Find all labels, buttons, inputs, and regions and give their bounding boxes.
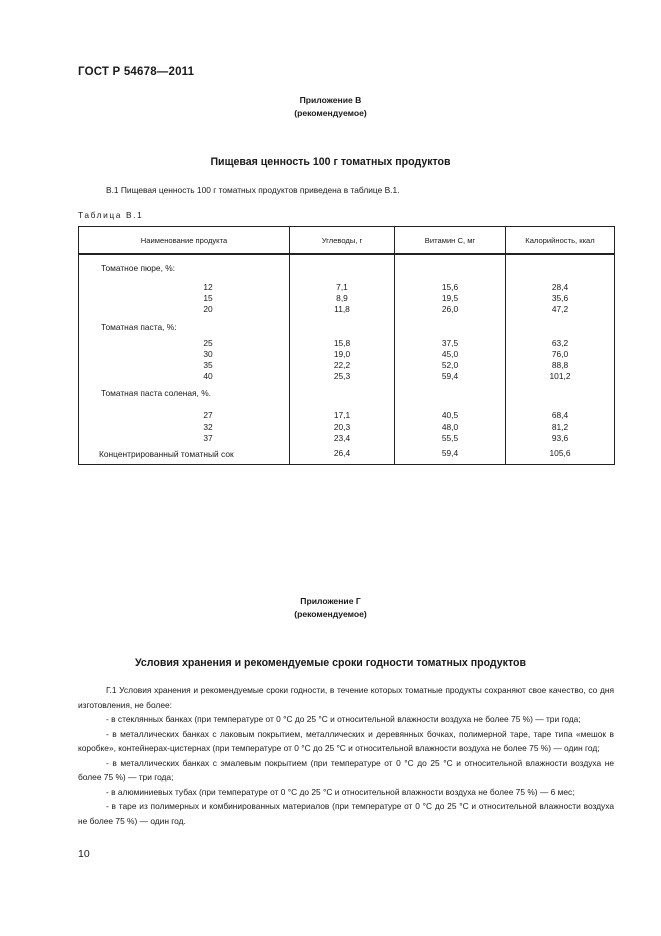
table-row [79,338,615,349]
table-row [79,422,615,433]
col-header-calories: Калорийность, ккал [506,227,615,255]
cell-percent: 25 [79,338,290,349]
cell-percent: 40 [79,371,290,382]
list-item: - в металлических банках с лаковым покрытием, металлических и деревянных бочках, полимерной таре, таре типа «мешок в коробке», контейнерах-цистернах (при температуре от 0 °С до 25 °С и относительной влажности воздуха не более 75 %) — один год; [78,728,614,753]
document-code: ГОСТ Р 54678—2011 [78,66,195,78]
cell-vitamin-c: 45,0 [395,349,506,360]
appendix-b-intro: В.1 Пищевая ценность 100 г томатных продуктов приведена в таблице В.1. [106,185,400,195]
table-row [79,304,615,315]
cell-carbs: 20,3 [290,422,395,433]
cell-carbs: 7,1 [290,282,395,293]
cell-carbs: 8,9 [290,293,395,304]
cell-calories: 35,6 [506,293,615,304]
cell-percent: 32 [79,422,290,433]
cell-calories: 63,2 [506,338,615,349]
cell-percent: 20 [79,304,290,315]
appendix-g-heading: Условия хранения и рекомендуемые сроки годности томатных продуктов [134,657,527,669]
col-header-product: Наименование продукта [79,227,290,255]
table-row [79,349,615,360]
table-row [79,433,615,444]
cell-percent: 37 [79,433,290,444]
cell-percent: 12 [79,282,290,293]
table-label: Таблица В.1 [78,210,144,220]
cell-vitamin-c: 48,0 [395,422,506,433]
table-row [79,282,615,293]
cell-carbs: 23,4 [290,433,395,444]
group-row [79,254,615,276]
cell-vitamin-c: 37,5 [395,338,506,349]
group-name: Томатное пюре, %: [79,254,290,276]
cell-calories: 81,2 [506,422,615,433]
cell-vitamin-c: 59,4 [395,371,506,382]
cell-vitamin-c: 26,0 [395,304,506,315]
cell-juice-name: Концентрированный томатный сок [79,444,290,465]
cell-calories: 93,6 [506,433,615,444]
nutrition-table [78,226,615,465]
cell-carbs: 17,1 [290,410,395,421]
group-row [79,316,615,338]
appendix-b-title: Приложение В [299,95,362,105]
page-number: 10 [78,848,90,860]
cell-carbs: 15,8 [290,338,395,349]
cell-calories: 105,6 [506,444,615,465]
cell-vitamin-c: 40,5 [395,410,506,421]
table-row [79,293,615,304]
list-item: - в таре из полимерных и комбинированных материалов (при температуре от 0 °С до 25 °С и относительной влажности воздуха не более 75 %) — один год. [78,801,614,826]
list-item: - в металлических банках с эмалевым покрытием (при температуре от 0 °С до 25 °С и относительной влажности воздуха не более 75 %) — три года; [78,757,614,782]
cell-carbs: 11,8 [290,304,395,315]
cell-calories: 76,0 [506,349,615,360]
appendix-g-body [78,683,614,828]
table-row [79,444,615,465]
cell-vitamin-c: 15,6 [395,282,506,293]
col-header-carbs: Углеводы, г [290,227,395,255]
cell-percent: 35 [79,360,290,371]
cell-percent: 30 [79,349,290,360]
table-row [79,410,615,421]
appendix-b-heading: Пищевая ценность 100 г томатных продуктов [210,156,451,168]
list-item: - в алюминиевых тубах (при температуре от 0 °С до 25 °С и относительной влажности воздуха не более 75 %) — 6 мес; [106,786,575,797]
cell-carbs: 26,4 [290,444,395,465]
cell-percent: 27 [79,410,290,421]
appendix-b-subtitle: (рекомендуемое) [294,108,367,118]
cell-vitamin-c: 55,5 [395,433,506,444]
appendix-g-title: Приложение Г [300,596,361,606]
cell-vitamin-c: 19,5 [395,293,506,304]
group-name: Томатная паста, %: [79,316,290,338]
group-row [79,382,615,404]
cell-carbs: 25,3 [290,371,395,382]
appendix-g-subtitle: (рекомендуемое) [294,609,367,619]
cell-calories: 101,2 [506,371,615,382]
paragraph: Г.1 Условия хранения и рекомендуемые сроки годности, в течение которых томатные продукты сохраняют свое качество, со дня изготовления, не более: [78,685,614,710]
cell-percent: 15 [79,293,290,304]
cell-calories: 68,4 [506,410,615,421]
table-row [79,360,615,371]
cell-vitamin-c: 59,4 [395,444,506,465]
group-name: Томатная паста соленая, %. [79,382,290,404]
list-item: - в стеклянных банках (при температуре от 0 °С до 25 °С и относительной влажности воздуха не более 75 %) — три года; [106,714,581,724]
table-header-row [79,227,615,255]
cell-calories: 88,8 [506,360,615,371]
cell-calories: 47,2 [506,304,615,315]
table-row [79,371,615,382]
col-header-vitamin-c: Витамин С, мг [395,227,506,255]
cell-vitamin-c: 52,0 [395,360,506,371]
cell-carbs: 19,0 [290,349,395,360]
cell-carbs: 22,2 [290,360,395,371]
cell-calories: 28,4 [506,282,615,293]
